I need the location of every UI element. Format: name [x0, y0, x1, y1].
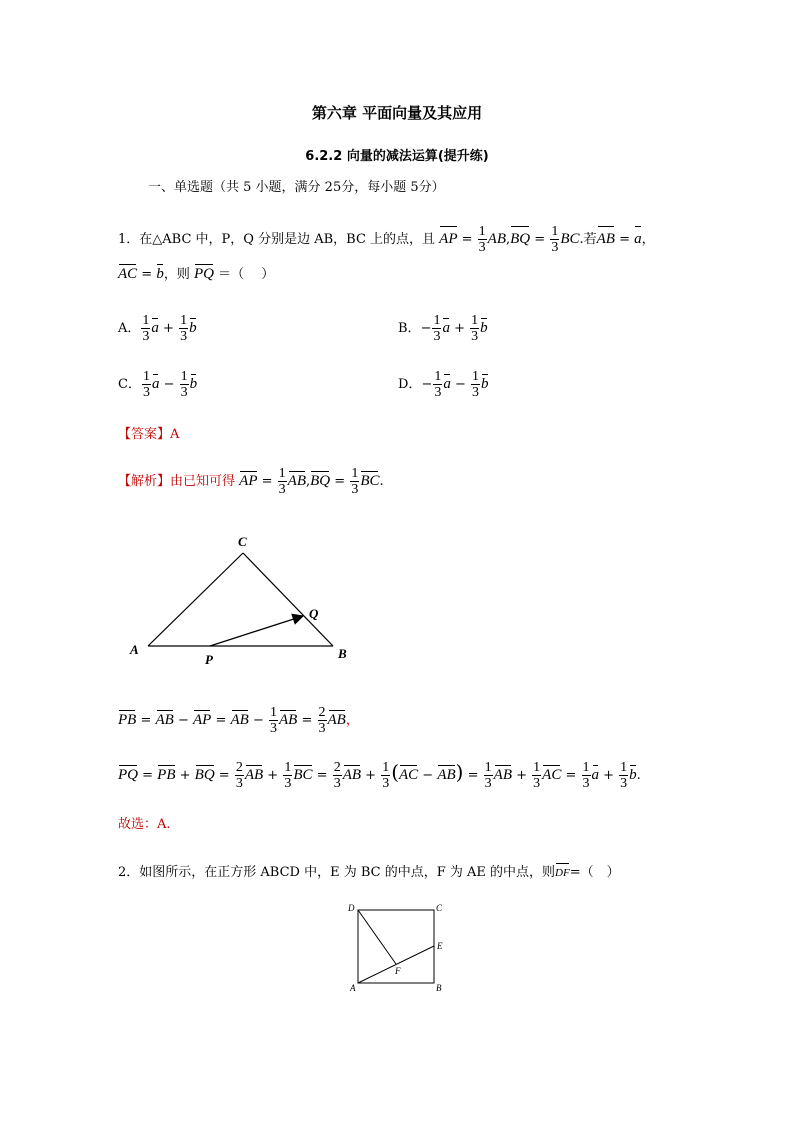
- q1-analysis: 【解析】由已知可得 AP = $\frac{1}{3}$ AB,BQ = $\frac{1}{3}$ BC.: [118, 466, 384, 497]
- q1-equation-1: PB = AB − AP = AB − $\frac{1}{3}$ AB = $\frac{2}{3}$ AB，: [118, 705, 359, 736]
- vector-pq: [210, 616, 303, 646]
- label-a: A: [350, 983, 356, 993]
- chapter-title: 第六章 平面向量及其应用: [311, 104, 483, 122]
- label-e: E: [437, 941, 443, 951]
- q1-option-d[interactable]: D．− $\frac{1}{3}$ a − $\frac{1}{3}$ b: [398, 369, 489, 400]
- q1-stem-line2: AC = b，则 PQ ＝（ ）: [118, 266, 275, 282]
- q1-number: 1．: [118, 232, 140, 247]
- q1-option-a[interactable]: A． $\frac{1}{3}$ a + $\frac{1}{3}$ b: [118, 313, 197, 344]
- segment-df: [358, 910, 396, 964]
- section-header: 一、单选题（共 5 小题，满分 25分，每小题 5分）: [148, 180, 445, 195]
- q1-vec-bq: BQ: [510, 226, 530, 252]
- q1-option-b[interactable]: B．− $\frac{1}{3}$ a + $\frac{1}{3}$ b: [398, 313, 488, 344]
- label-q: Q: [309, 606, 319, 621]
- label-a: A: [130, 642, 139, 657]
- square-figure: [340, 898, 460, 998]
- q1-vec-ap: AP: [439, 226, 457, 252]
- answer-value: A: [170, 427, 180, 442]
- triangle-figure: [120, 528, 360, 673]
- q2-number: 2．: [118, 865, 140, 880]
- q1-answer: [118, 425, 179, 445]
- label-b: B: [338, 646, 347, 661]
- side-ac: [148, 553, 243, 646]
- label-f: F: [395, 966, 401, 976]
- q1-vec-pq: PQ: [193, 266, 214, 282]
- section-title: 6.2.2 向量的减法运算(提升练): [305, 149, 489, 164]
- q1-stem-line1: 1．在△ABC 中，P，Q 分别是边 AB，BC 上的点，且 AP = $\frac{1}{3}$ AB,BQ = $\frac{1}{3}$ BC.若AB = a，: [118, 224, 655, 255]
- label-d: D: [348, 903, 355, 913]
- label-c: C: [238, 534, 247, 549]
- q2-stem: 2．如图所示，在正方形 ABCD 中，E 为 BC 的中点，F 为 AE 的中点，则DF=（ ）: [118, 863, 620, 883]
- q1-stem-text: 在△ABC 中，P，Q 分别是边 AB，BC 上的点，且: [139, 232, 436, 247]
- q1-conclusion: 故选：A.: [118, 817, 171, 832]
- q1-equation-2: PQ = PB + BQ = $\frac{2}{3}$ AB + $\frac{1}{3}$ BC = $\frac{2}{3}$ AB + $\frac{1}{3}$ (AC − AB) = $\frac{1}{3}$ AB + $\frac{1}{3}$ AC = $\frac{1}{3}$ a + $\frac{1}{3}$ b.: [118, 760, 641, 791]
- segment-ae: [358, 946, 434, 983]
- answer-tag: 【答案】: [118, 427, 171, 442]
- side-bc: [243, 553, 333, 646]
- q1-option-c[interactable]: C． $\frac{1}{3}$ a − $\frac{1}{3}$ b: [118, 369, 198, 400]
- analysis-tag: 【解析】: [118, 474, 171, 489]
- q2-vec-df: DF: [555, 863, 570, 883]
- label-p: P: [205, 652, 213, 667]
- label-b: B: [436, 983, 442, 993]
- label-c: C: [436, 903, 443, 913]
